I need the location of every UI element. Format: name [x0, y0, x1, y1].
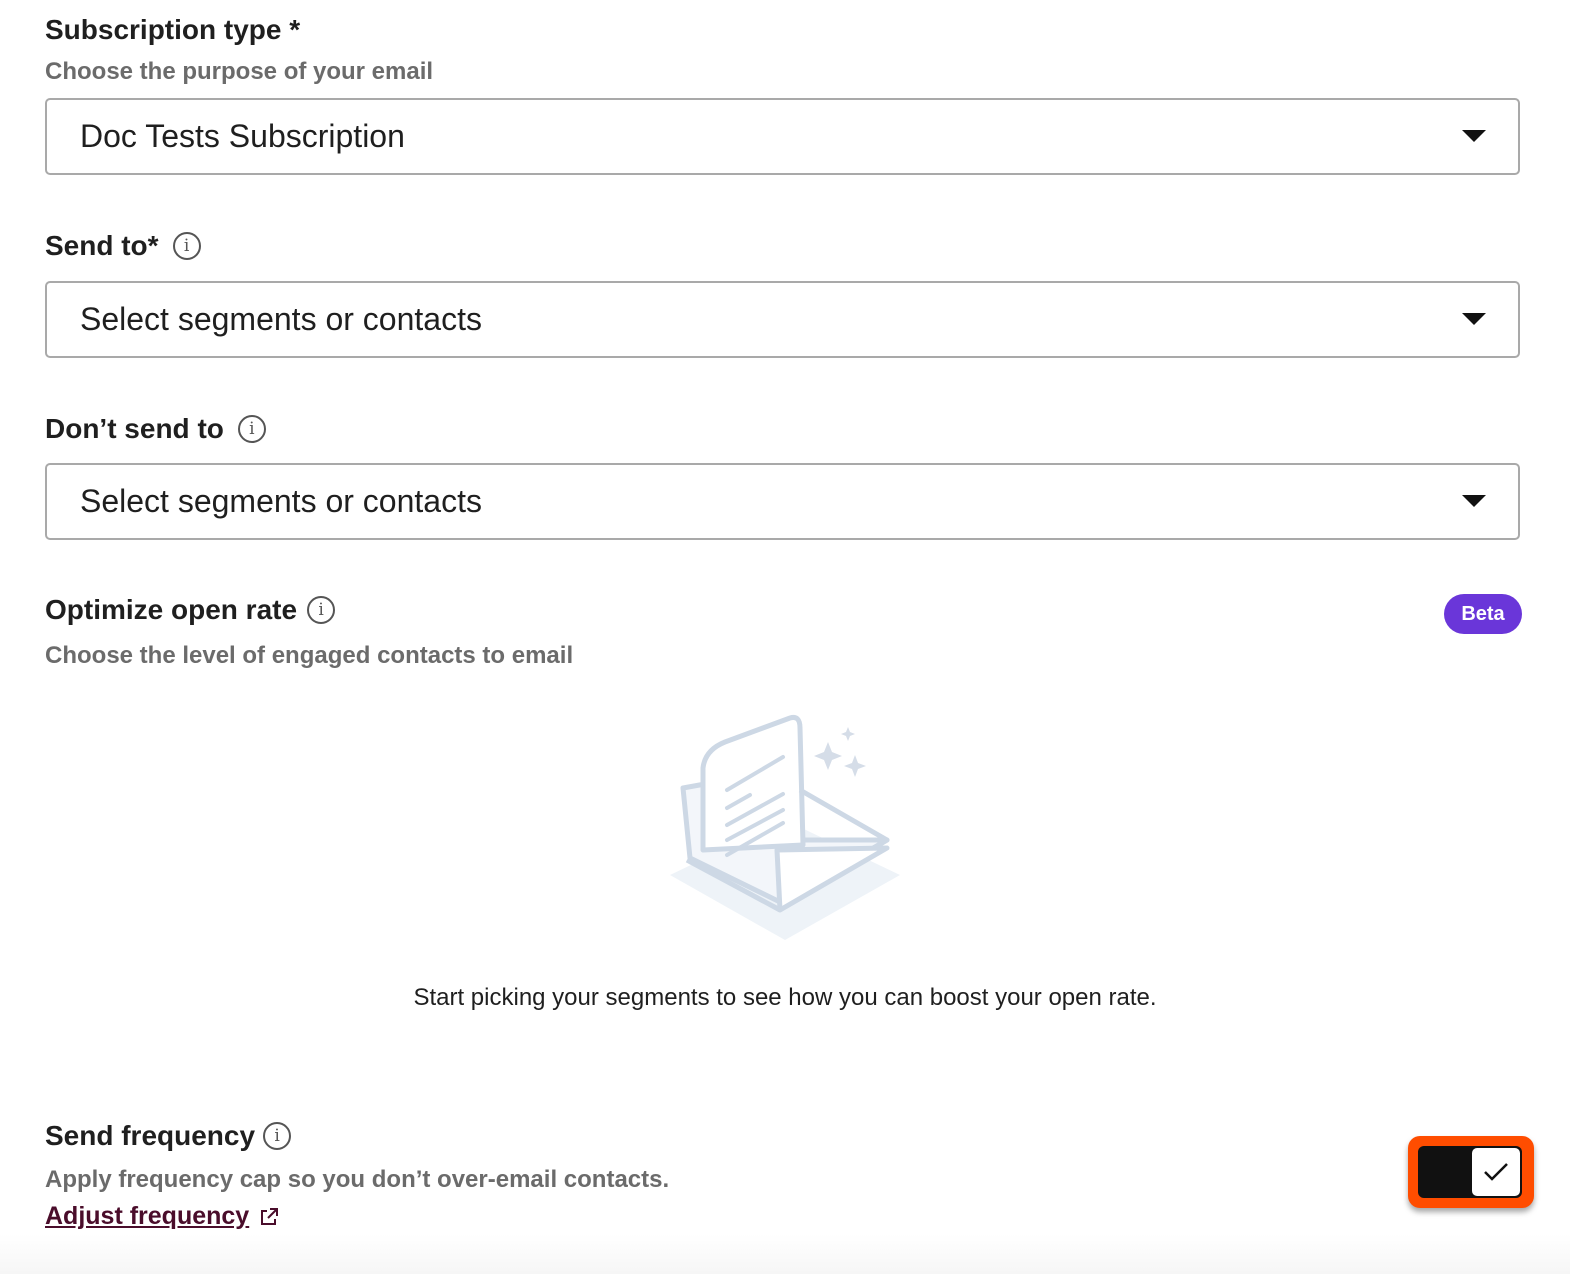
label-text: Send to*	[45, 230, 159, 261]
bottom-fade	[0, 1234, 1570, 1274]
optimize-helper: Choose the level of engaged contacts to email	[45, 642, 574, 669]
info-icon[interactable]: i	[238, 415, 266, 443]
select-placeholder: Select segments or contacts	[80, 483, 482, 519]
empty-state-message: Start picking your segments to see how you can boost your open rate.	[413, 984, 1157, 1011]
caret-down-icon	[1462, 313, 1486, 325]
frequency-toggle-highlight	[1408, 1136, 1534, 1208]
send-frequency-helper: Apply frequency cap so you don’t over-email contacts.	[45, 1166, 670, 1193]
caret-down-icon	[1462, 495, 1486, 507]
label-text: Don’t send to	[45, 413, 224, 444]
info-icon[interactable]: i	[263, 1122, 291, 1150]
subscription-type-helper: Choose the purpose of your email	[45, 58, 434, 85]
send-to-label	[45, 230, 201, 262]
subscription-type-select[interactable]	[45, 98, 1520, 175]
external-link-icon	[259, 1207, 279, 1227]
label-text: Optimize open rate	[45, 594, 298, 625]
caret-down-icon	[1462, 130, 1486, 142]
dont-send-to-label	[45, 413, 266, 445]
send-frequency-label	[45, 1120, 291, 1152]
optimize-open-rate-label	[45, 594, 335, 626]
link-text: Adjust frequency	[45, 1202, 250, 1230]
info-icon[interactable]: i	[307, 596, 335, 624]
subscription-type-label	[45, 14, 300, 46]
select-value: Doc Tests Subscription	[80, 118, 405, 154]
send-to-select[interactable]	[45, 281, 1520, 358]
beta-badge: Beta	[1444, 594, 1522, 634]
toggle-knob	[1472, 1148, 1520, 1196]
label-text: Subscription type *	[45, 14, 301, 45]
select-placeholder: Select segments or contacts	[80, 301, 482, 337]
adjust-frequency-link[interactable]	[45, 1202, 279, 1231]
dont-send-to-select[interactable]	[45, 463, 1520, 540]
send-frequency-toggle[interactable]	[1418, 1146, 1522, 1198]
envelope-illustration-icon	[665, 710, 905, 945]
info-icon[interactable]: i	[173, 232, 201, 260]
label-text: Send frequency	[45, 1120, 256, 1151]
checkmark-icon	[1483, 1162, 1509, 1182]
